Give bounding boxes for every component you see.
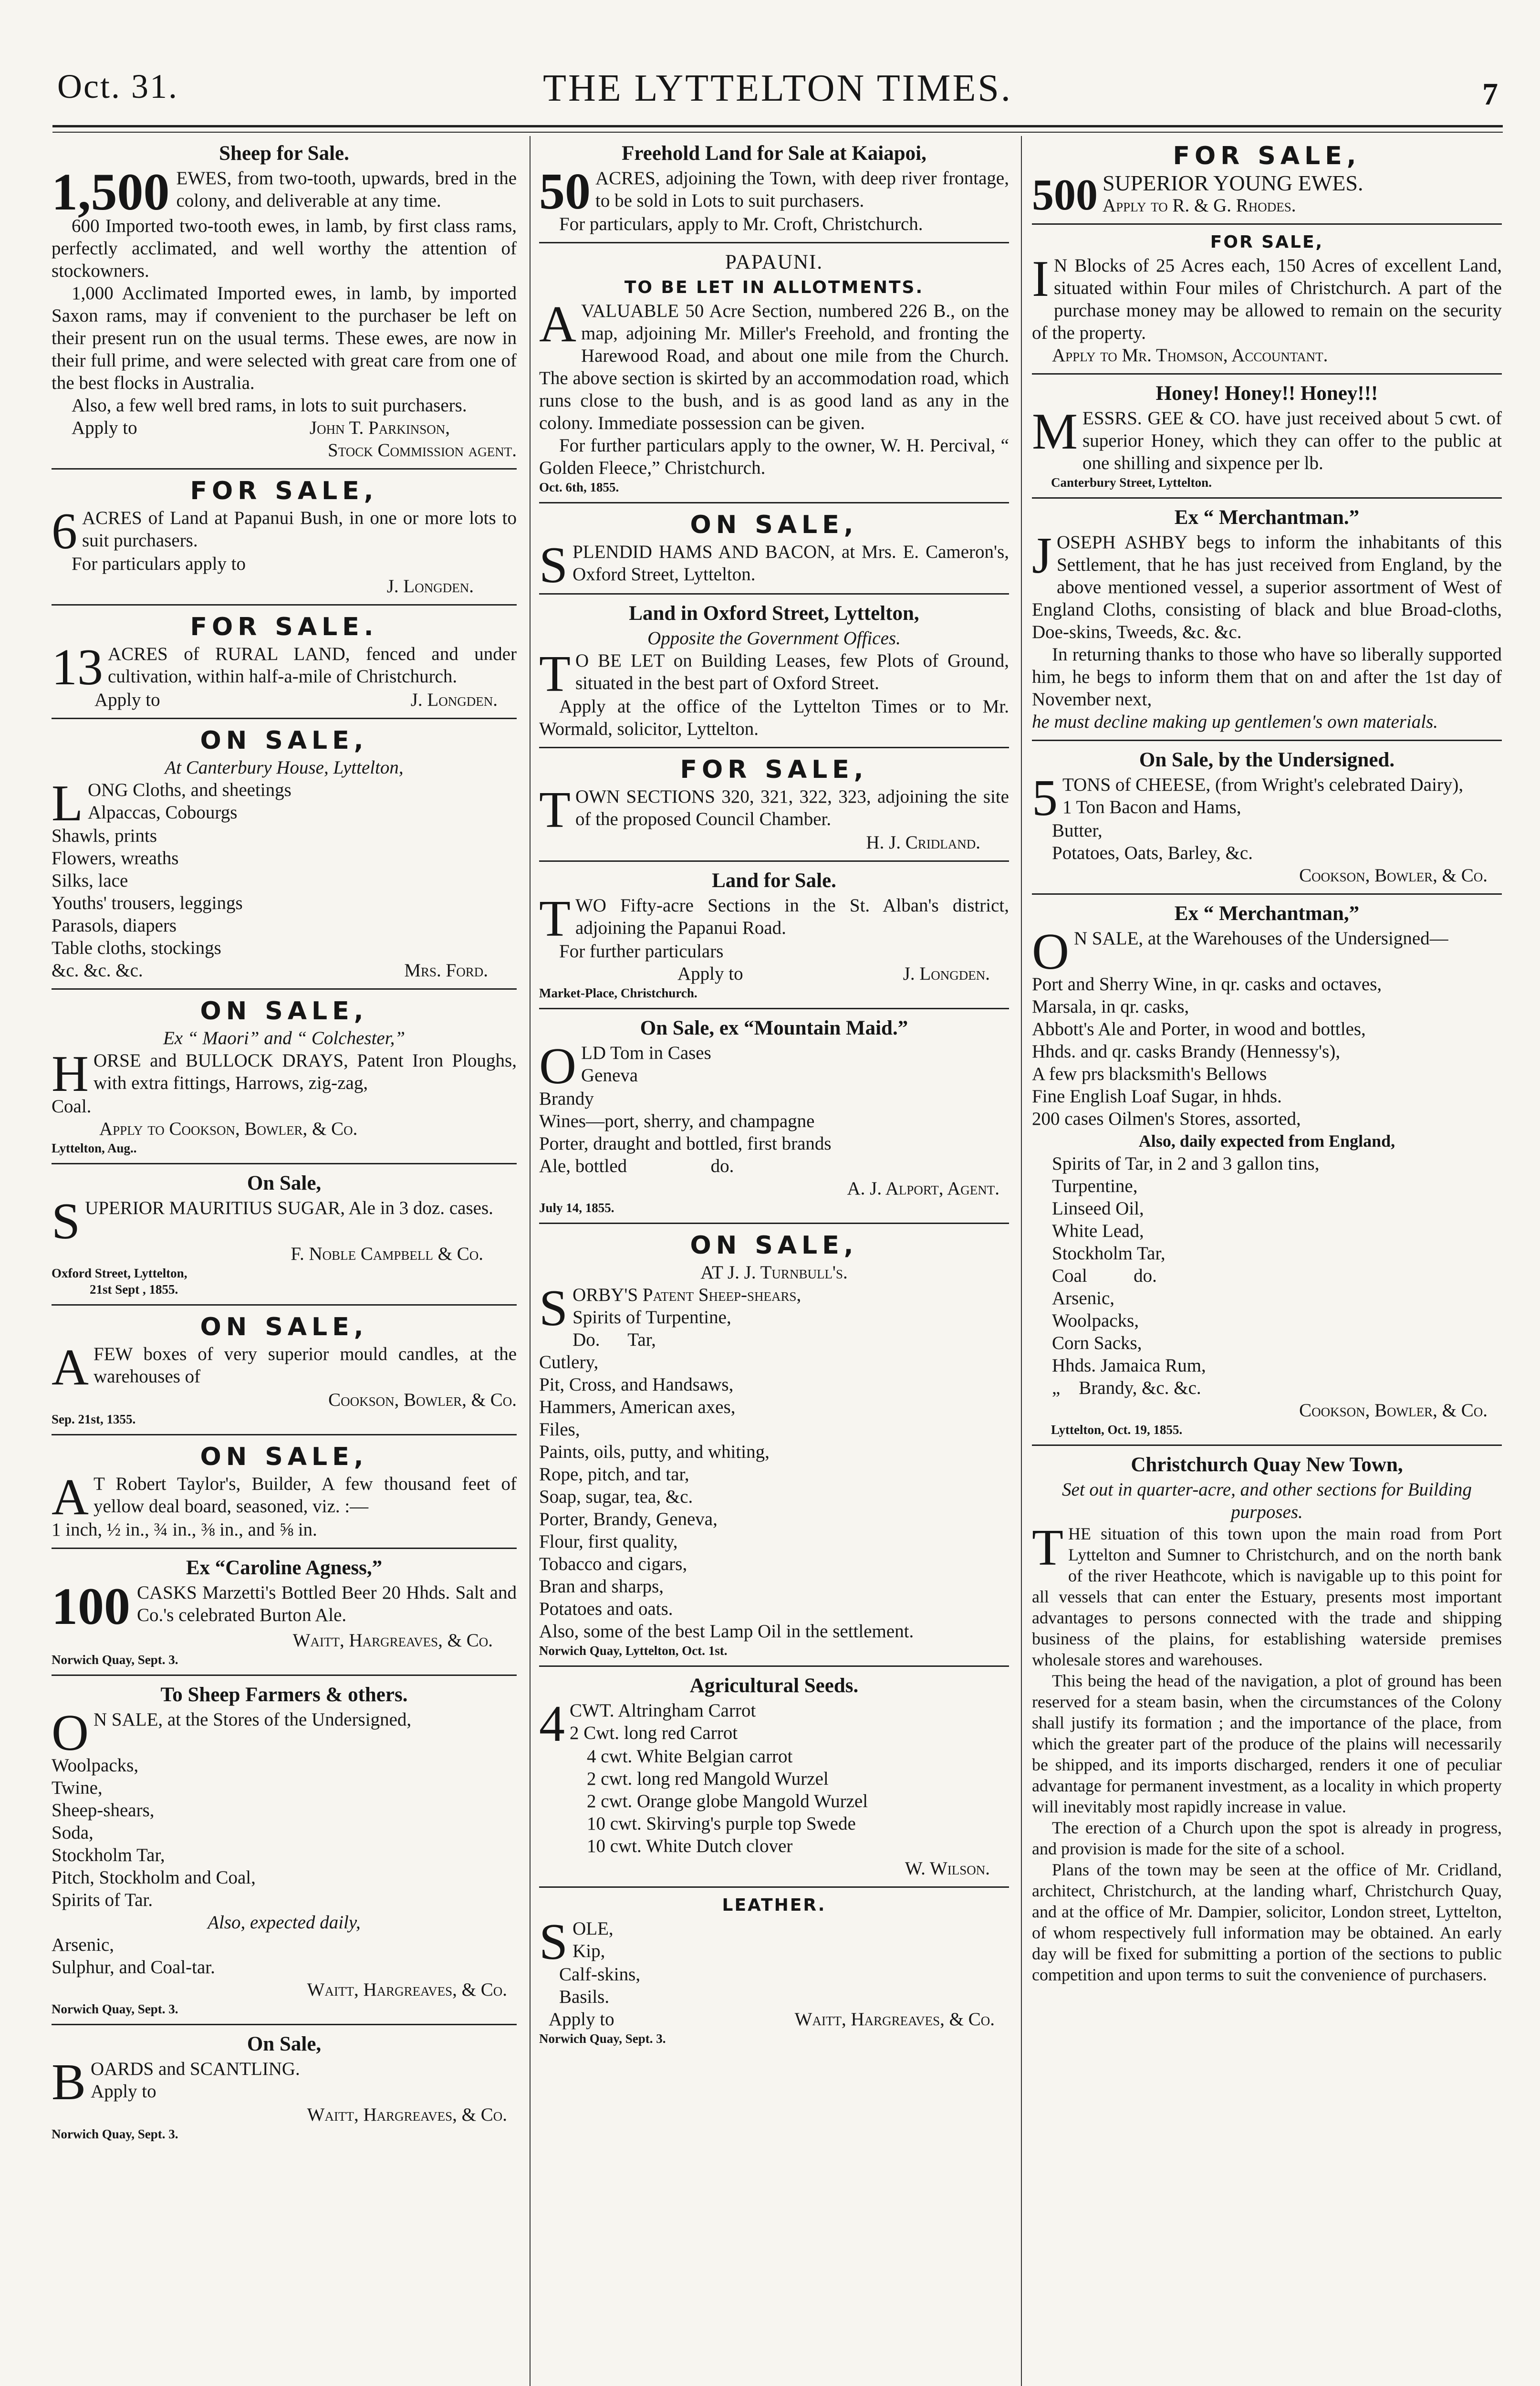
ad-rural-land [52,609,517,719]
list-item: White Lead, [1052,1221,1144,1241]
ad-text: ACRES of Land at Papanui Bush, in one or more lots to suit purchasers. [82,508,517,551]
ad-apply: Apply to Mr. Thomson, Accountant. [1052,345,1328,366]
ad-paragraph: For further particulars apply to the owner, W. H. Percival, “ Golden Fleece,” Christchurch. [539,435,1009,478]
ad-text: OLE, [572,1918,614,1939]
ad-advertiser: Waitt, Hargreaves, & Co. [307,2104,507,2125]
ad-advertiser: Apply to Cookson, Bowler, & Co. [99,1119,358,1139]
list-item: Alpaccas, Cobourgs [87,802,238,823]
ad-heading: FOR SALE, [1173,142,1361,170]
ad-date: July 14, 1855. [539,1201,614,1215]
ad-text: N SALE, at the Stores of the Undersigned, [94,1709,412,1730]
list-item: &c. &c. &c. [52,960,143,981]
ad-blocks [1032,229,1502,375]
ad-heading: ON SALE, [200,1443,368,1471]
ad-text: TONS of CHEESE, (from Wright's celebrated Dairy), [1062,774,1464,795]
ad-paragraph: HE situation of this town upon the main road from Port Lyttelton and Sumner to Christchurch, and on the north bank of the river Heathcote, which is navigable up to this point for all vessels that can enter the Estuary, presents most important advantages to persons connected with the trade and shipping business of the plains, for establishing waterside premises wholesale stores and warehouses. [1032,1524,1502,1669]
list-item: Port and Sherry Wine, in qr. casks and octaves, [1032,974,1382,994]
drop-cap: A [52,1339,89,1396]
ad-text: WO Fifty-acre Sections in the St. Alban's district, adjoining the Papanui Road. [575,895,1009,938]
list-item: Sheep-shears, [52,1800,155,1821]
column-divider-1 [530,136,531,2386]
ad-heading: Agricultural Seeds. [689,1674,859,1697]
list-item: Tobacco and cigars, [539,1554,687,1574]
drop-cap: B [52,2054,86,2111]
ad-advertiser: F. Noble Campbell & Co. [291,1244,483,1264]
drop-cap: S [539,1914,568,1970]
ad-sheep-farmers [52,1680,517,2025]
ad-advertiser: Waitt, Hargreaves, & Co. [794,2009,995,2030]
ad-heading: ON SALE, [690,1231,858,1260]
ad-advertiser: Mrs. Ford. [404,960,488,981]
ad-heading: Land in Oxford Street, Lyttelton, [629,602,919,625]
drop-cap: T [539,782,571,838]
ad-subheading: At Canterbury House, Lyttelton, [165,757,404,778]
ad-papauni [539,247,1009,503]
ad-advertiser: J. Longden. [410,690,498,710]
page-number: 7 [1482,77,1498,112]
ad-advertiser: J. Longden. [903,963,990,984]
ad-text: PLENDID HAMS AND BACON, at Mrs. E. Cameron's, Oxford Street, Lyttelton. [572,542,1009,585]
ad-advertiser: H. J. Cridland. [866,832,980,853]
ad-agricultural-seeds [539,1671,1009,1888]
ad-mauritius-sugar [52,1168,517,1306]
ad-text: ONG Cloths, and sheetings [87,780,291,800]
ad-text: OSEPH ASHBY begs to inform the inhabitants of this Settlement, that he has just received from England, by the above mentioned vessel, a superior assortment of West of England Cloths, consisting of black and blue Broad-cloths, Doe-skins, Tweeds, &c. &c. [1032,532,1502,642]
list-item: Arsenic, [52,1935,114,1955]
ad-subheading: Ex “ Maori” and “ Colchester,” [163,1028,406,1048]
list-item: 2 cwt. long red Mangold Wurzel [587,1769,829,1789]
ad-place: Norwich Quay, Sept. 3. [52,1653,178,1667]
ad-subheading: Set out in quarter-acre, and other sections for Building purposes. [1062,1479,1472,1522]
ad-text: OWN SECTIONS 320, 321, 322, 323, adjoining the site of the proposed Council Chamber. [575,786,1009,829]
ad-deal-board [52,1439,517,1549]
ad-text: VALUABLE 50 Acre Section, numbered 226 B., on the map, adjoining Mr. Miller's Freehold, and fronting the Harewood Road, and about one mile from the Church. The above section is skirted by an accommodation road, which runs close to the bush, and is as good land as any in the colony. Immediate possession can be given. [539,301,1009,433]
ad-heading: ON SALE, [690,511,858,539]
list-item: 4 cwt. White Belgian carrot [587,1746,793,1767]
ad-honey [1032,378,1502,499]
list-item: Rope, pitch, and tar, [539,1464,689,1485]
ad-heading: ON SALE, [200,997,368,1026]
drop-cap: S [52,1193,81,1250]
list-item: Files, [539,1419,580,1440]
ad-canterbury-house [52,723,517,990]
ad-heading: Ex “ Merchantman.” [1174,506,1360,529]
list-item: Shawls, prints [52,826,157,846]
ad-text: SUPERIOR YOUNG EWES. [1103,171,1363,195]
ad-paragraph: For further particulars [559,941,724,962]
ad-text: UPERIOR MAURITIUS SUGAR, Ale in 3 doz. cases. [85,1198,493,1218]
ad-number: 50 [539,163,591,220]
list-item: „ Brandy, &c. &c. [1052,1378,1201,1398]
list-item: Parasols, diapers [52,915,177,936]
ad-text: CWT. Altringham Carrot [570,1700,756,1721]
drop-cap: 4 [539,1695,565,1752]
ad-place: Lyttelton, Oct. 19, 1855. [1051,1423,1183,1437]
ad-heading: On Sale, [247,2033,322,2055]
issue-date: Oct. 31. [57,67,178,105]
drop-cap: H [52,1046,89,1102]
ad-advertiser: Waitt, Hargreaves, & Co. [292,1630,493,1651]
masthead [57,62,1498,119]
list-item: Spirits of Tar. [52,1890,153,1910]
ad-number: 1,500 [52,163,170,221]
ad-heading: PAPAUNI. [725,251,823,273]
ad-leather [539,1892,1009,2053]
ad-sizes: 1 inch, ½ in., ¾ in., ⅜ in., and ⅝ in. [52,1519,317,1540]
ad-apply: For particulars apply to [72,554,246,574]
ad-number: 500 [1032,170,1098,219]
list-item: Turpentine, [1052,1176,1138,1196]
ad-text: N SALE, at the Warehouses of the Undersigned— [1074,928,1448,949]
ad-place: Lyttelton, Aug.. [52,1141,137,1155]
ad-young-ewes [1032,138,1502,225]
ad-candles [52,1309,517,1435]
ad-apply: Apply to [94,690,160,710]
ad-place: Norwich Quay, Sept. 3. [539,2031,666,2046]
list-item: Paints, oils, putty, and whiting, [539,1442,770,1462]
list-item: Twine, [52,1778,103,1798]
drop-cap: I [1032,251,1049,307]
list-item: Cutlery, [539,1352,599,1372]
ad-town-sections [539,752,1009,862]
list-item: Potatoes and oats. [539,1599,673,1619]
ad-heading: ON SALE, [200,1313,368,1341]
list-item: Calf-skins, [559,1964,641,1985]
list-item: Youths' trousers, leggings [52,893,243,913]
drop-cap: S [539,537,568,594]
ad-advertiser: Waitt, Hargreaves, & Co. [307,1979,507,2000]
ad-advertiser: John T. Parkinson, [309,418,450,438]
ad-text: O BE LET on Building Leases, few Plots of Ground, situated in the best part of Oxford Street. [575,650,1009,693]
ad-advertiser: W. Wilson. [905,1858,990,1879]
ad-cheese [1032,745,1502,895]
ad-text: ORBY'S Patent Sheep-shears, [572,1285,801,1305]
drop-cap: T [1032,1519,1063,1576]
list-item: Linseed Oil, [1052,1198,1144,1219]
list-item: Porter, draught and bottled, first brands [539,1133,832,1154]
list-item: Ale, bottled do. [539,1156,734,1176]
ad-advertiser: A. J. Alport, Agent. [847,1178,999,1199]
ad-text: N Blocks of 25 Acres each, 150 Acres of excellent Land, situated within Four miles of Christchurch. A part of the purchase money may be allowed to remain on the security of the property. [1032,255,1502,343]
drop-cap: O [1032,923,1069,980]
ad-subheading: Also, daily expected from England, [1138,1131,1395,1151]
list-item: Coal. [52,1096,92,1117]
list-item: Bran and sharps, [539,1576,664,1597]
list-item: Stockholm Tar, [1052,1243,1165,1264]
ad-heading: Sheep for Sale. [219,142,349,165]
ad-paragraph: This being the head of the navigation, a plot of ground has been reserved for a steam basin, when the circumstances of the Colony shall justify its formation ; and the importance of the place, from which the greater part of the produce of the plains will necessarily be shipped, and its imports discharged, renders it one of peculiar advantage for permanent investment, as a locality in which property will inevitably most rapidly increase in value. [1032,1671,1502,1816]
list-item: Soap, sugar, tea, &c. [539,1486,693,1507]
list-item: Spirits of Tar, in 2 and 3 gallon tins, [1052,1153,1320,1174]
ad-heading: LEATHER. [722,1895,826,1915]
list-item: Pitch, Stockholm and Coal, [52,1867,256,1888]
ad-place: Canterbury Street, Lyttelton. [1051,475,1212,490]
ad-number: 100 [52,1577,130,1635]
ad-heading: Freehold Land for Sale at Kaiapoi, [622,142,926,165]
list-item: 200 cases Oilmen's Stores, assorted, [1032,1109,1301,1129]
list-item: Corn Sacks, [1052,1333,1142,1353]
ad-paragraph: Also, some of the best Lamp Oil in the settlement. [539,1621,914,1642]
list-item: Abbott's Ale and Porter, in wood and bottles, [1032,1019,1366,1039]
ad-apply: Apply to [549,2009,614,2030]
ad-text: EWES, from two-tooth, upwards, bred in the colony, and deliverable at any time. [176,168,517,211]
list-item: Kip, [572,1941,605,1961]
ad-subheading: Opposite the Government Offices. [647,628,901,649]
ad-text: ACRES, adjoining the Town, with deep river frontage, to be sold in Lots to suit purchasers. [595,168,1009,211]
ad-heading: Christchurch Quay New Town, [1131,1454,1403,1476]
ad-heading: On Sale, ex “Mountain Maid.” [640,1017,908,1039]
ad-heading: FOR SALE, [190,477,378,505]
column-divider-2 [1021,136,1022,2386]
list-item: Fine English Loaf Sugar, in hhds. [1032,1086,1282,1107]
ad-text: T Robert Taylor's, Builder, A few thousand feet of yellow deal board, seasoned, viz. :— [94,1474,517,1517]
column-2 [539,138,1009,2057]
list-item: Flowers, wreaths [52,848,179,869]
header-rule-thin [52,132,1503,133]
drop-cap: A [539,296,576,353]
ad-hams-bacon [539,507,1009,595]
ad-paragraph: Plans of the town may be seen at the office of Mr. Cridland, architect, Christchurch, at the landing wharf, Christchurch Quay, and at the office of Mr. Dampier, solicitor, London street, Lyttelton, of whom respectively full information may be obtained. An early day will be fixed for submitting a portion of the sections to public competition and upon terms to suit the convenience of purchasers. [1032,1860,1502,1984]
drop-cap: T [539,646,571,702]
ad-text: CASKS Marzetti's Bottled Beer 20 Hhds. Salt and Co.'s celebrated Burton Ale. [137,1582,517,1625]
drop-cap: T [539,890,571,947]
list-item: Pit, Cross, and Handsaws, [539,1374,734,1395]
list-item: 10 cwt. Skirving's purple top Swede [587,1813,856,1834]
drop-cap: O [52,1705,89,1761]
ad-apply: Apply to [72,418,137,438]
list-item: Marsala, in qr. casks, [1032,996,1189,1017]
ad-text: ESSRS. GEE & CO. have just received about 5 cwt. of superior Honey, which they can offer to the public at one shilling and sixpence per lb. [1082,408,1502,473]
ad-number: 13 [52,639,103,696]
ad-text: LD Tom in Cases [581,1043,711,1063]
ad-joseph-ashby [1032,502,1502,741]
ad-kaiapoi [539,138,1009,243]
ad-advertiser: Cookson, Bowler, & Co. [328,1390,517,1410]
ad-advertiser-role: Stock Commission agent. [328,440,517,460]
list-item: Butter, [1052,820,1103,841]
drop-cap: M [1032,403,1078,460]
ad-paragraph: he must decline making up gentlemen's own materials. [1032,712,1438,732]
ad-heading: Honey! Honey!! Honey!!! [1155,382,1378,405]
list-item: 2 Cwt. long red Carrot [570,1723,738,1743]
list-item: Table cloths, stockings [52,938,221,958]
drop-cap: S [539,1280,568,1337]
ad-sheep-for-sale [52,138,517,470]
ad-heading: Land for Sale. [712,869,836,892]
ad-mountain-maid [539,1013,1009,1224]
drop-cap: O [539,1038,576,1095]
ad-advertiser: Cookson, Bowler, & Co. [1299,1400,1488,1421]
list-item: Hhds. and qr. casks Brandy (Hennessy's), [1032,1041,1341,1062]
ad-paragraph: 600 Imported two-tooth ewes, in lamb, by first class rams, perfectly acclimated, and well worthy the attention of stockowners. [52,216,517,281]
header-rule [52,125,1503,127]
list-item: Soda, [52,1822,94,1843]
ad-papanui-land [52,473,517,606]
list-item: Coal do. [1052,1266,1157,1286]
ad-heading: Ex “ Merchantman,” [1174,902,1360,925]
drop-cap: J [1032,527,1052,584]
ad-oxford-street [539,598,1009,748]
list-item: Flour, first quality, [539,1531,678,1552]
column-1 [52,138,517,2153]
ad-advertiser: J. Longden. [386,576,474,596]
list-item: 2 cwt. Orange globe Mangold Wurzel [587,1791,868,1811]
list-item: Hammers, American axes, [539,1397,736,1417]
list-item: Hhds. Jamaica Rum, [1052,1355,1206,1376]
ad-st-albans [539,866,1009,1009]
list-item: Silks, lace [52,870,128,891]
ad-heading: FOR SALE, [680,755,868,784]
ad-text: ACRES of RURAL LAND, fenced and under cultivation, within half-a-mile of Christchurch. [108,644,517,687]
ad-turnbull [539,1228,1009,1667]
ad-date: Oct. 6th, 1855. [539,480,619,494]
ad-heading: FOR SALE. [190,613,378,641]
ad-apply: Apply to [677,963,743,984]
list-item: Potatoes, Oats, Barley, &c. [1052,843,1253,863]
ad-apply: Apply to [91,2081,156,2102]
list-item: Geneva [581,1065,638,1086]
list-item: 1 Ton Bacon and Hams, [1062,797,1241,817]
ad-place: Oxford Street, Lyttelton, [52,1266,187,1280]
ad-apply: Apply to R. & G. Rhodes. [1103,195,1296,216]
list-item: Wines—port, sherry, and champagne [539,1111,815,1131]
drop-cap: A [52,1469,89,1526]
list-item: Brandy [539,1088,594,1109]
list-item: Do. Tar, [572,1329,656,1350]
list-item: Woolpacks, [52,1755,139,1776]
list-item: A few prs blacksmith's Bellows [1032,1064,1267,1084]
list-item: Sulphur, and Coal-tar. [52,1957,215,1978]
ad-subheading: Also, expected daily, [208,1912,361,1933]
list-item: 10 cwt. White Dutch clover [587,1836,793,1856]
ad-date: Sep. 21st, 1355. [52,1412,136,1426]
ad-horse-drays [52,994,517,1164]
ad-paragraph: For particulars, apply to Mr. Croft, Christchurch. [559,214,923,234]
drop-cap: 5 [1032,770,1058,827]
column-3 [1032,138,1502,1996]
ad-caroline-agness [52,1553,517,1676]
ad-advertiser: Cookson, Bowler, & Co. [1299,865,1488,886]
ad-text: OARDS and SCANTLING. [91,2059,300,2079]
ad-paragraph: 1,000 Acclimated Imported ewes, in lamb, by imported Saxon rams, may if convenient to the purchaser be left on their present run on the usual terms. These ewes, are now in their full prime, and were selected with great care from one of the best flocks in Australia. [52,283,517,393]
ad-paragraph: In returning thanks to those who have so liberally supported him, he begs to inform them that on and after the 1st day of November next, [1032,644,1502,710]
ad-boards-scantling [52,2029,517,2149]
ad-text: FEW boxes of very superior mould candles, at the warehouses of [94,1344,517,1387]
list-item: Basils. [559,1987,610,2007]
ad-christchurch-quay [1032,1450,1502,1992]
ad-heading: To Sheep Farmers & others. [160,1684,408,1706]
ad-merchantman-warehouses [1032,899,1502,1446]
list-item: Arsenic, [1052,1288,1115,1308]
ad-number: 6 [52,503,77,560]
ad-paragraph: Also, a few well bred rams, in lots to suit purchasers. [72,395,467,416]
ad-place: Norwich Quay, Sept. 3. [52,2002,178,2016]
ad-heading: On Sale, [247,1172,322,1194]
ad-heading: On Sale, by the Undersigned. [1139,749,1395,771]
ad-place: Norwich Quay, Lyttelton, Oct. 1st. [539,1643,728,1658]
ad-heading: ON SALE, [200,726,368,755]
drop-cap: L [52,775,83,832]
ad-paragraph: Apply at the office of the Lyttelton Times or to Mr. Wormald, solicitor, Lyttelton. [539,696,1009,739]
list-item: Spirits of Turpentine, [572,1307,731,1328]
ad-subheading: AT J. J. Turnbull's. [700,1262,848,1283]
newspaper-title: THE LYTTELTON TIMES. [543,67,1012,109]
ad-place: Norwich Quay, Sept. 3. [52,2127,178,2141]
list-item: Woolpacks, [1052,1310,1139,1331]
ad-date: 21st Sept , 1855. [90,1282,178,1297]
ad-heading: Ex “Caroline Agness,” [186,1557,383,1579]
ad-heading: FOR SALE, [1210,232,1324,252]
list-item: Stockholm Tar, [52,1845,165,1865]
list-item: Porter, Brandy, Geneva, [539,1509,718,1529]
ad-subheading: TO BE LET IN ALLOTMENTS. [624,278,924,297]
ad-text: ORSE and BULLOCK DRAYS, Patent Iron Ploughs, with extra fittings, Harrows, zig-zag, [94,1050,517,1093]
ad-paragraph: The erection of a Church upon the spot is already in progress, and provision is made for the site of a school. [1032,1818,1502,1858]
ad-place: Market-Place, Christchurch. [539,986,697,1000]
